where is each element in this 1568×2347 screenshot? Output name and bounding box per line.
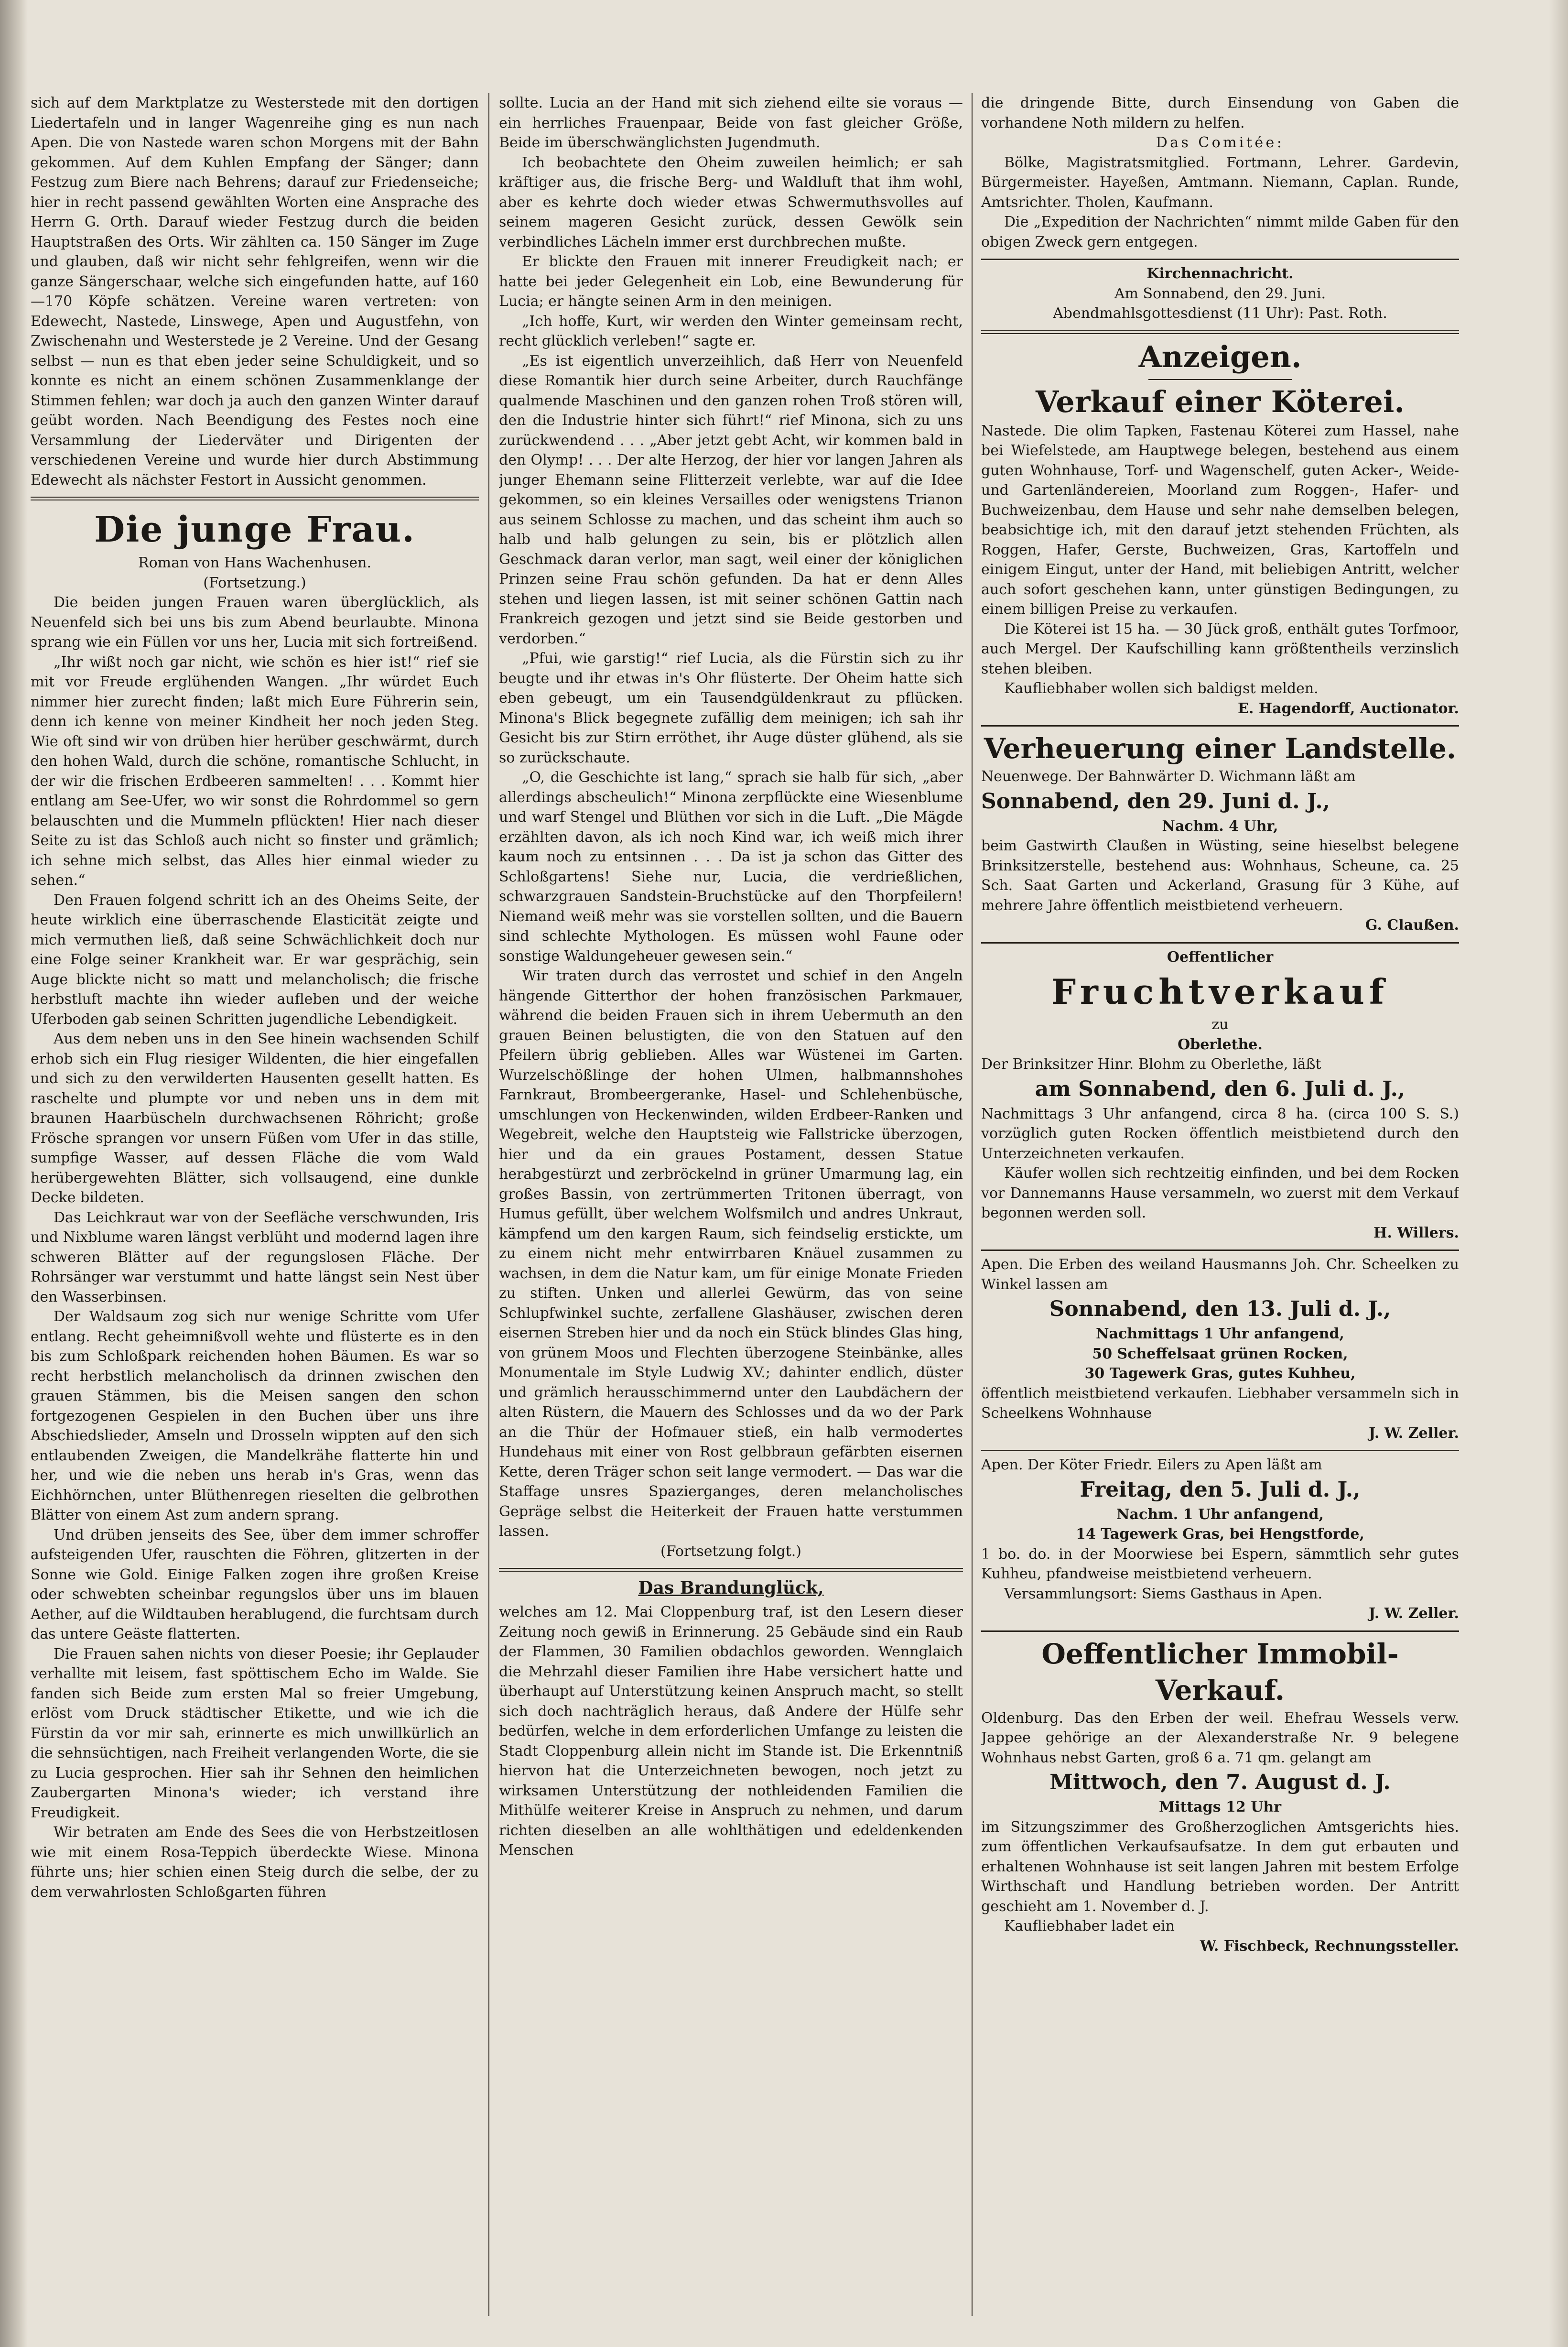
ad-fruchtverkauf-text: Käufer wollen sich rechtzeitig einfinden, und bei dem Rocken vor Dannemanns Hause versammeln, wo zuerst mit dem Verkauf begonnen werden soll. (981, 1165, 1459, 1221)
ad-landstelle-text: beim Gastwirth Claußen in Wüsting, seine hieselbst belegene Brinksitzerstelle, bestehend aus: Wohnhaus, Scheune, ca. 25 Sch. Saat Garten und Ackerland, Grasung für 3 Kühe, auf mehrere Jahre öffentlich meistbietend verheuern. (981, 837, 1459, 914)
story-paragraph: Den Frauen folgend schritt ich an des Oheims Seite, der heute wirklich eine überraschende Elasticität zeigte und mich vermuthen ließ, daß seine Schwächlichkeit doch nur eine Folge seiner Krankheit war. Er war gesprächig, sein Auge blickte nicht so matt und melancholisch; die frische herbstluft machte ihn wieder aufleben und der weiche Uferboden gab seinen Schritten jugendliche Lebendigkeit. (31, 891, 479, 1028)
ad-immobil-date: Mittwoch, den 7. August d. J. (1049, 1770, 1391, 1794)
story-paragraph: Wir betraten am Ende des Sees die von Herbstzeitlosen wie mit einem Rosa-Teppich überdeckte Wiese. Minona führte uns; hier schien einen Steig durch die selbe, der zu dem verwahrlosten Schloßgarten führen (31, 1824, 479, 1901)
ad-divider (981, 1450, 1459, 1451)
ad-fruchtverkauf-zu: zu (1211, 1016, 1229, 1033)
column-3 (981, 93, 1459, 2316)
ad-koeterei-title: Verkauf einer Köterei. (1036, 384, 1405, 419)
story-paragraph: Er blickte den Frauen mit innerer Freudigkeit nach; er hatte bei jeder Gelegenheit ein Lob, eine Bewunderung für Lucia; er hängte seinen Arm in den meinigen. (499, 253, 963, 310)
column-2 (499, 93, 963, 2316)
story-paragraph: Das Leichkraut war von der Seefläche verschwunden, Iris und Nixblume waren längst verblüht und modernd lagen ihre schweren Blätter auf der regungslosen Fläche. Der Rohrsänger war verstummt und hatte längst sein Nest über den Wasserbinsen. (31, 1209, 479, 1305)
story-to-be-continued: (Fortsetzung folgt.) (660, 1543, 801, 1560)
story-title: Die junge Frau. (94, 509, 415, 550)
ad-fruchtverkauf-signature: H. Willers. (1373, 1224, 1459, 1241)
story-paragraph: „Ich hoffe, Kurt, wir werden den Winter gemeinsam recht, recht glücklich verleben!“ sagte er. (499, 313, 963, 349)
committee-heading: Das Comitée: (1156, 134, 1285, 151)
page-binding-shadow (0, 0, 28, 2347)
news-report-saengerfest: sich auf dem Marktplatze zu Westerstede mit den dortigen Liedertafeln und in langer Wagenreihe ging es nun nach Apen. Die von Nastede waren schon Morgens mit der Bahn gekommen. Auf dem Kuhlen Empfang der Sänger; dann Festzug zum Biere nach Behrens; darauf zur Friedenseiche; hier in recht passend gewählten Worten eine Ansprache des Herrn G. Orth. Darauf wieder Festzug durch die beiden Hauptstraßen des Orts. Wir zählten ca. 150 Sänger im Zuge und glauben, daß wir nicht sehr fehlgreifen, wenn wir die ganze Sängerschaar, welche sich eingefunden hatte, auf 160—170 Köpfe schätzen. Vereine waren vertreten: von Edewecht, Nastede, Linswege, Apen und Augustfehn, von Zwischenahn und Westerstede je 2 Vereine. Und der Gesang selbst — nun es that eben jeder seine Schuldigkeit, und so konnte es nicht an einem schönen Zusammenklange der Stimmen fehlen; war doch ja auch den ganzen Winter darauf geübt worden. Nach Beendigung des Festes noch eine Versammlung der Liederväter und Dirigenten der verschiedenen Vereine und wurde hier durch Abstimmung Edewecht als nächster Festort in Aussicht genommen. (31, 95, 479, 489)
ad-divider (981, 942, 1459, 944)
story-paragraph: Wir traten durch das verrostet und schief in den Angeln hängende Gitterthor der hohen französischen Parkmauer, während die beiden Frauen sich in ihrem Uebermuth an den grauen Beinen belustigten, die von den Statuen auf den Pfeilern übrig geblieben. Alles war Wüstenei im Garten. Wurzelschößlinge der hohen Ulmen, halbmannshohes Farnkraut, Brombeergeranke, Hasel- und Schlehenbüsche, umschlungen von Heckenwinden, wilden Erdbeer-Ranken und Wegebreit, welche den Hauptsteig wie Fallstricke überzogen, hier und da ein graues Postament, dessen Statue herabgestürzt und zerbröckelnd in grüner Umarmung lag, ein großes Bassin, von zertrümmerten Tritonen überragt, von Humus gefüllt, über welchem Wolfsmilch und andres Unkraut, kämpfend um den kargen Raum, sich feindselig erstickte, um zu einem nicht mehr entwirrbaren Knäuel zusammen zu wachsen, in dem die Natur kam, um für einige Monate Frieden zu stiften. Unken und allerlei Gewürm, das von seine Schlupfwinkel suchte, zerfallene Glashäuser, zwischen deren eisernen Streben hier und da noch ein Stück blindes Glas hing, von grünem Moos und Flechten überzogene Steinbänke, alles Monumentale im Style Ludwig XV.; dahinter endlich, düster und grämlich herausschimmernd unter den Laubdächern der alten Rüstern, die Mauern des Schlosses und da wo der Park an die Thür der Hofmauer stieß, ein halb vermodertes Hundehaus mit einer von Rost gelbbraun gefärbten eisernen Kette, deren Träger schon seit lange vermodert. — Das war die Staffage unsres Spazierganges, deren melancholisches Gepräge selbst die Heiterkeit der Frauen hatte verstummen lassen. (499, 967, 963, 1540)
ad-divider (981, 1630, 1459, 1632)
column-divider-2 (972, 93, 973, 2316)
ad-fruchtverkauf-text: Nachmittags 3 Uhr anfangend, circa 8 ha. (circa 100 S. S.) vorzüglich guten Rocken öffentlich meistbietend durch den Unterzeichneten verkaufen. (981, 1105, 1459, 1162)
ad-koeterei-text: Die Köterei ist 15 ha. — 30 Jück groß, enthält gutes Torfmoor, auch Mergel. Der Kaufschilling kann größtentheils verzinslich stehen bleiben. (981, 620, 1459, 677)
ad-immobil-title: Oeffentlicher Immobil-Verkauf. (1041, 1637, 1399, 1706)
ad-fruchtverkauf-date: am Sonnabend, den 6. Juli d. J., (1035, 1076, 1406, 1101)
church-notice-date: Am Sonnabend, den 29. Juni. (1114, 285, 1326, 302)
advertisements-heading: Anzeigen. (1138, 339, 1302, 374)
column-divider-1 (488, 93, 489, 2316)
ad-immobil-text: Kaufliebhaber ladet ein (1004, 1918, 1175, 1934)
column-1 (31, 93, 479, 2316)
ad-eilers-date: Freitag, den 5. Juli d. J., (1080, 1477, 1361, 1502)
story-paragraph: „O, die Geschichte ist lang,“ sprach sie halb für sich, „aber allerdings abscheulich!“ Minona zerpflückte eine Wiesenblume und warf Stengel und Blüthen vor sich in die Luft. „Die Mägde erzählten davon, als ich noch Kind war, ich weiß mich ihrer kaum noch zu entsinnen . . . Da ist ja schon das Gitter des Schloßgartens! Siehe nur, Lucia, die verdrießlichen, schwarzgrauen Sandstein-Bruchstücke auf den Thorpfeilern! Niemand weiß mehr was sie vorstellen sollten, und die Bauern sind schlechte Mythologen. Es müssen wohl Faune oder sonstige Waldungeheuer gewesen sein.“ (499, 769, 963, 965)
ad-koeterei-text: Nastede. Die olim Tapken, Fastenau Köterei zum Hassel, nahe bei Wiefelstede, am Hauptwege belegen, bestehend aus einem guten Wohnhause, Torf- und Wagenschelf, guten Acker-, Weide- und Gartenländereien, Moorland zum Roggen-, Hafer- und Buchweizenbau, dem Hause und sehr nahe demselben belegen, beabsichtige ich, mit den darauf jetzt stehenden Früchten, als Roggen, Hafer, Gerste, Buchweizen, Gras, Kartoffeln und einigem Eingut, unter der Hand, mit beliebigen Antritt, welcher auch sofort geschehen kann, unter günstigen Bedingungen, zu einem billigen Preise zu verkaufen. (981, 422, 1459, 618)
ad-koeterei-text: Kaufliebhaber wollen sich baldigst melden. (1004, 680, 1319, 697)
ad-scheelken-bold-line: 50 Scheffelsaat grünen Rocken, (1092, 1345, 1348, 1362)
section-divider (499, 1568, 963, 1572)
ad-eilers-bold-line: Nachm. 1 Uhr anfangend, (1116, 1506, 1324, 1523)
story-author: Roman von Hans Wachenhusen. (138, 554, 371, 571)
ad-scheelken-bold-line: Nachmittags 1 Uhr anfangend, (1096, 1326, 1344, 1342)
story-paragraph: Aus dem neben uns in den See hinein wachsenden Schilf erhob sich ein Flug riesiger Wildenten, die hier eingefallen und sich zu den verwilderten Hausenten gesellt hatten. Es raschelte und plumpte vor und neben uns in dem mit braunen Haarbüscheln durchwachsenen Röhricht; große Frösche sprangen vor unsern Füßen vom Ufer in das stille, sumpfige Wasser, auf dessen Fläche die vom Wald herübergewehten Blätter, sich vollsaugend, eine dunkle Decke bildeten. (31, 1031, 479, 1206)
committee-names: Bölke, Magistratsmitglied. Fortmann, Lehrer. Gardevin, Bürgermeister. Hayeßen, Amtmann. Niemann, Caplan. Runde, Amtsrichter. Tholen, Kaufmann. (981, 154, 1459, 211)
story-paragraph: sollte. Lucia an der Hand mit sich ziehend eilte sie voraus — ein herrliches Frauenpaar, Beide von fast gleicher Größe, Beide im überschwänglichsten Jugendmuth. (499, 95, 963, 151)
ad-eilers-text: Versammlungsort: Siems Gasthaus in Apen. (1004, 1585, 1323, 1602)
section-divider (981, 259, 1459, 260)
appeal-text-continued: die dringende Bitte, durch Einsendung von Gaben die vorhandene Noth mildern zu helfen. (981, 95, 1459, 131)
story-paragraph: Der Waldsaum zog sich nur wenige Schritte vom Ufer entlang. Recht geheimnißvoll wehte und flüsterte es in den bis zum Schloßpark reichenden hohen Bäumen. Es war so recht herbstlich melancholisch da drinnen zwischen den grauen Stämmen, bis die Meisen sangen den schon fortgezogenen Gespielen in den Buchen über uns ihre Abschiedslieder, Amseln und Drosseln wippten auf den sich entlaubenden Zweigen, die Mandelkrähe flatterte hin und her, und wie die neben uns herab in's Gras, wenn das Eichhörnchen, unter Blüthenregen rieselten die gelbrothen Blätter von einem Ast zum andern sprang. (31, 1308, 479, 1523)
ad-eilers-bold-line: 14 Tagewerk Gras, bei Hengstforde, (1076, 1526, 1364, 1543)
ad-fruchtverkauf-pretitle: Oeffentlicher (1167, 948, 1274, 966)
story-paragraph: „Pfui, wie garstig!“ rief Lucia, als die Fürstin sich zu ihr beugte und ihr etwas in's Ohr flüsterte. Der Oheim hatte sich eben gebeugt, um ein Tausendgüldenkraut zu pflücken. Minona's Blick begegnete zufällig dem meinigen; ich sah ihr Gesicht bis zur Stirn erröthet, ihr Auge düster glühend, als sie so zurückschaute. (499, 650, 963, 766)
ad-immobil-intro: Oldenburg. Das den Erben der weil. Ehefrau Wessels verw. Jappee gehörige an der Alexanderstraße Nr. 9 belegene Wohnhaus nebst Garten, groß 6 a. 71 qm. gelangt am (981, 1709, 1459, 1766)
ad-immobil-signature: W. Fischbeck, Rechnungssteller. (1200, 1937, 1459, 1955)
ad-landstelle-date: Sonnabend, den 29. Juni d. J., (981, 789, 1330, 814)
heading-underline (1148, 379, 1292, 380)
ad-immobil-text: im Sitzungszimmer des Großherzoglichen Amtsgerichts hies. zum öffentlichen Verkaufsaufsatze. In dem gut erbauten und erhaltenen Wohnhause ist seit langen Jahren mit bestem Erfolge Wirthschaft und Handlung betrieben worden. Der Antritt geschieht am 1. November d. J. (981, 1818, 1459, 1915)
section-divider (981, 330, 1459, 334)
ad-fruchtverkauf-title: Fruchtverkauf (1051, 971, 1389, 1012)
section-title-brandunglueck: Das Brandunglück, (638, 1578, 824, 1598)
ad-landstelle-time: Nachm. 4 Uhr, (1162, 817, 1278, 835)
ad-landstelle-signature: G. Claußen. (1365, 917, 1459, 934)
church-notice-service: Abendmahlsgottesdienst (11 Uhr): Past. Roth. (1053, 305, 1387, 322)
ad-eilers-intro: Apen. Der Köter Friedr. Eilers zu Apen läßt am (981, 1456, 1322, 1473)
church-notice-title: Kirchennachricht. (1146, 265, 1294, 282)
ad-scheelken-signature: J. W. Zeller. (1368, 1424, 1459, 1442)
story-continuation-note: (Fortsetzung.) (203, 574, 306, 591)
ad-fruchtverkauf-place: Oberlethe. (1178, 1036, 1263, 1053)
ad-scheelken-bold-line: 30 Tagewerk Gras, gutes Kuhheu, (1084, 1365, 1356, 1382)
story-paragraph: Die Frauen sahen nichts von dieser Poesie; ihr Geplauder verhallte mit leisem, fast spöttischem Echo im Walde. Sie fanden sich Beide zum ersten Mal so freier Umgebung, erlöst vom Druck städtischer Etikette, und wie ich die Fürstin da vor mir sah, erinnerte es mich unwillkürlich an die sehnsüchtigen, nach Freiheit verlangenden Worte, die sie zu Lucia gesprochen. Hier sah ihr Sehnen den heimlichen Zaubergarten Minona's wieder; ich verstand ihre Freudigkeit. (31, 1645, 479, 1821)
ad-landstelle-title: Verheuerung einer Landstelle. (984, 732, 1457, 765)
story-paragraph: „Ihr wißt noch gar nicht, wie schön es hier ist!“ rief sie mit vor Freude erglühenden Wangen. „Ihr würdet Euch nimmer hier zurecht finden; laßt mich Eure Führerin sein, denn ich kenne von meiner Kindheit her noch jeden Steg. Wie oft sind wir von drüben hier herüber geschwärmt, durch den hohen Wald, durch die schöne, romantische Schlucht, in der wir die frischen Erdbeeren sammelten! . . . Kommt hier entlang am See-Ufer, wo wir sonst die Rohrdommel so gern belauschten und die Mummeln pflückten! Hier nach dieser Seite zu ist das Schloß auch nicht so finster und grämlich; ich sehne mich selbst, das Alles hier einmal wieder zu sehen.“ (31, 653, 479, 889)
ad-fruchtverkauf-intro: Der Brinksitzer Hinr. Blohm zu Oberlethe, läßt (981, 1056, 1321, 1073)
ad-landstelle-intro: Neuenwege. Der Bahnwärter D. Wichmann läßt am (981, 768, 1356, 785)
ad-eilers-signature: J. W. Zeller. (1368, 1605, 1459, 1622)
section-divider (31, 497, 479, 500)
story-paragraph: „Es ist eigentlich unverzeihlich, daß Herr von Neuenfeld diese Romantik hier durch seine Arbeiter, durch Rauchfänge qualmende Maschinen und den ganzen rohen Troß stören will, den die Industrie hinter sich führt!“ rief Minona, sich zu uns zurückwendend . . . „Aber jetzt gebt Acht, wir kommen bald in den Olymp! . . . Der alte Herzog, der hier vor langen Jahren als junger Ehemann seine Flitterzeit verlebte, war auf die Idee gekommen, so ein kleines Versailles oder wenigstens Trianon aus seinem Schlosse zu machen, und das scheint ihm auch so halb und halb gelungen zu sein, bis er plötzlich allen Geschmack daran verlor, man sagt, weil einer der königlichen Prinzen seine Frau schön gefunden. Da hat er denn Alles stehen und liegen lassen, ist mit seiner schönen Gattin nach Frankreich gezogen und jetzt sind sie Beide gestorben und verdorben.“ (499, 352, 963, 647)
ad-immobil-time: Mittags 12 Uhr (1158, 1799, 1282, 1815)
ad-divider (981, 1250, 1459, 1251)
story-paragraph: Und drüben jenseits des See, über dem immer schroffer aufsteigenden Ufer, rauschten die Föhren, glitzerten in der Sonne wie Gold. Einige Falken zogen ihre großen Kreise oder schwebten scheinbar regungslos über uns im blauen Aether, auf die Wildtauben herablugend, die furchtsam durch das untere Geäste flatterten. (31, 1526, 479, 1642)
ad-divider (981, 725, 1459, 727)
ad-scheelken-date: Sonnabend, den 13. Juli d. J., (1049, 1297, 1391, 1321)
page-edge-shadow (1549, 0, 1568, 2347)
expedition-note: Die „Expedition der Nachrichten“ nimmt milde Gaben für den obigen Zweck gern entgegen. (981, 214, 1459, 250)
ad-scheelken-text: öffentlich meistbietend verkaufen. Liebhaber versammeln sich in Scheelkens Wohnhause (981, 1385, 1459, 1422)
ad-scheelken-intro: Apen. Die Erben des weiland Hausmanns Joh. Chr. Scheelken zu Winkel lassen am (981, 1256, 1459, 1293)
story-paragraph: Ich beobachtete den Oheim zuweilen heimlich; er sah kräftiger aus, die frische Berg- und Waldluft that ihm wohl, aber es kehrte doch wieder etwas Schwermuthsvolles auf seinem mageren Gesicht zurück, dessen Gewölk sein verbindliches Lächeln immer erst durchbrechen mußte. (499, 154, 963, 250)
appeal-text: welches am 12. Mai Cloppenburg traf, ist den Lesern dieser Zeitung noch gewiß in Erinnerung. 25 Gebäude sind ein Raub der Flammen, 30 Familien obdachlos geworden. Wennglaich die Mehrzahl dieser Familien ihre Habe versichert hatte und überhaupt auf Unterstützung keinen Anspruch macht, so stellt sich doch nachträglich heraus, daß Andere der Hülfe sehr bedürfen, welche in dem erforderlichen Umfange zu leisten die Stadt Cloppenburg allein nicht im Stande ist. Die Erkenntniß hiervon hat die Unterzeichneten bewogen, noch jetzt zu wirksamen Unterstützung der nothleidenden Familien die Mithülfe weiterer Kreise in Anspruch zu nehmen, und darum richten dieselben an alle wohlthätigen und edeldenkenden Menschen (499, 1604, 963, 1858)
ad-eilers-text: 1 bo. do. in der Moorwiese bei Espern, sämmtlich sehr gutes Kuhheu, pfandweise meistbietend verheuern. (981, 1545, 1459, 1582)
story-paragraph: Die beiden jungen Frauen waren überglücklich, als Neuenfeld sich bei uns bis zum Abend beurlaubte. Minona sprang wie ein Füllen vor uns her, Lucia mit sich fortreißend. (31, 594, 479, 651)
ad-koeterei-signature: E. Hagendorff, Auctionator. (1238, 700, 1459, 717)
